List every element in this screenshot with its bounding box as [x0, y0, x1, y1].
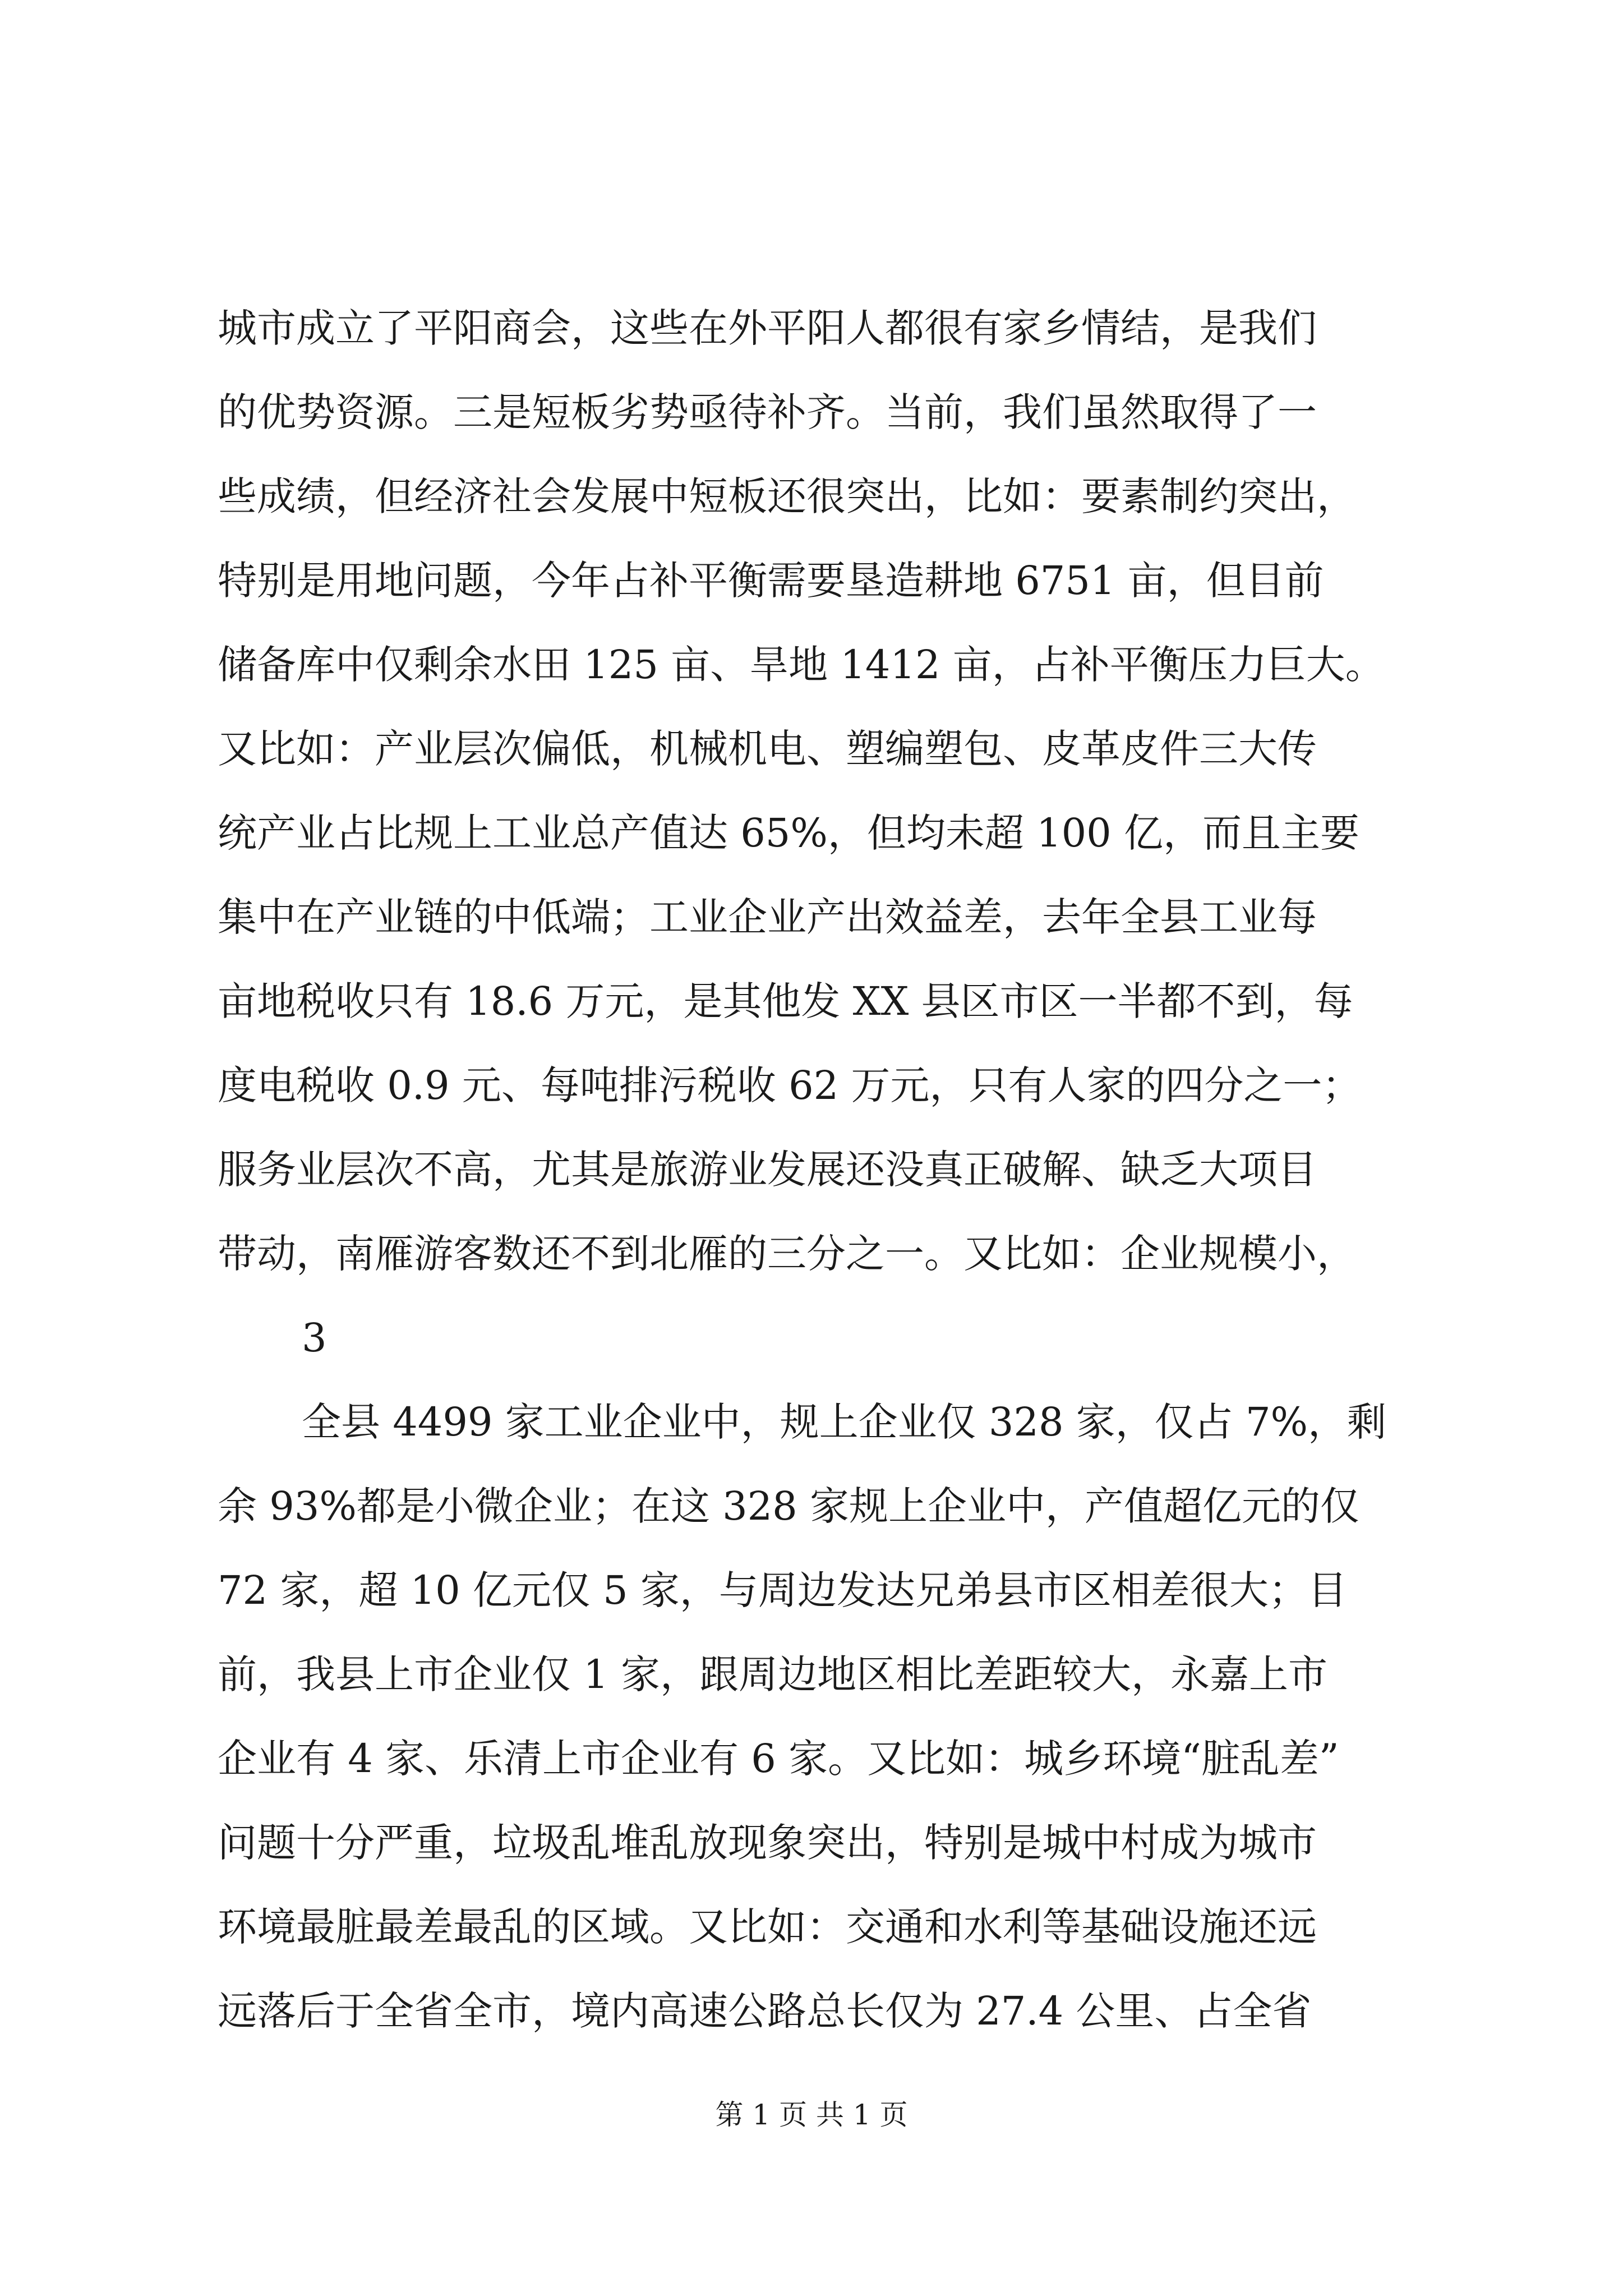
- page-footer: 第 1 页 共 1 页: [715, 2099, 908, 2131]
- text-line: 统产业占比规上工业总产值达 65%，但均未超 100 亿，而且主要: [218, 810, 1359, 856]
- text-line: 余 93%都是小微企业；在这 328 家规上企业中，产值超亿元的仅: [218, 1483, 1359, 1529]
- text-line: 城市成立了平阳商会，这些在外平阳人都很有家乡情结，是我们: [218, 305, 1317, 351]
- text-line: 前，我县上市企业仅 1 家，跟周边地区相比差距较大，永嘉上市: [218, 1651, 1328, 1697]
- text-line: 企业有 4 家、乐清上市企业有 6 家。又比如：城乡环境“脏乱差”: [218, 1736, 1339, 1782]
- text-line: 服务业层次不高，尤其是旅游业发展还没真正破解、缺乏大项目: [218, 1147, 1317, 1193]
- text-line: 些成绩，但经济社会发展中短板还很突出，比如：要素制约突出，: [218, 473, 1356, 519]
- text-line: 全县 4499 家工业企业中，规上企业仅 328 家，仅占 7%，剩: [302, 1399, 1387, 1445]
- text-line: 带动，南雁游客数还不到北雁的三分之一。又比如：企业规模小，: [218, 1231, 1356, 1277]
- text-line: 远落后于全省全市，境内高速公路总长仅为 27.4 公里、占全省: [218, 1988, 1312, 2034]
- text-line: 的优势资源。三是短板劣势亟待补齐。当前，我们虽然取得了一: [218, 389, 1317, 435]
- text-line: 72 家，超 10 亿元仅 5 家，与周边发达兄弟县市区相差很大；目: [218, 1567, 1347, 1613]
- text-line: 集中在产业链的中低端；工业企业产出效益差，去年全县工业每: [218, 894, 1317, 940]
- text-line: 特别是用地问题，今年占补平衡需要垦造耕地 6751 亩，但目前: [218, 558, 1324, 604]
- text-line: 度电税收 0.9 元、每吨排污税收 62 万元，只有人家的四分之一；: [218, 1062, 1362, 1108]
- text-line: 环境最脏最差最乱的区域。又比如：交通和水利等基础设施还远: [218, 1904, 1317, 1950]
- text-line: 又比如：产业层次偏低，机械机电、塑编塑包、皮革皮件三大传: [218, 726, 1317, 772]
- text-line: 亩地税收只有 18.6 万元，是其他发 XX 县区市区一半都不到，每: [218, 978, 1353, 1024]
- text-line: 储备库中仅剩余水田 125 亩、旱地 1412 亩，占补平衡压力巨大。: [218, 642, 1385, 688]
- page-number: 3: [302, 1315, 327, 1361]
- text-line: 问题十分严重，垃圾乱堆乱放现象突出，特别是城中村成为城市: [218, 1820, 1317, 1866]
